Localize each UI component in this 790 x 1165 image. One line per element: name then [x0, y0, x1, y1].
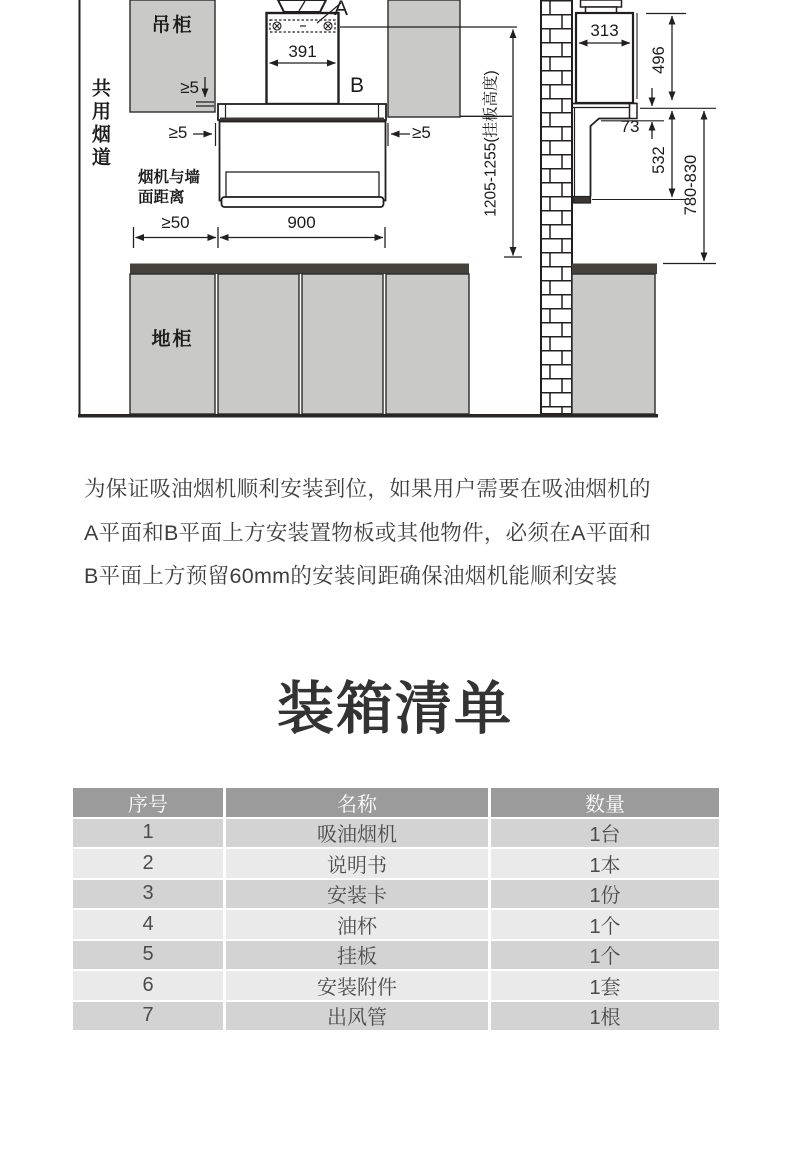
row-seq: 1 [73, 819, 226, 848]
row-qty: 1台 [491, 819, 719, 848]
screw-left [273, 22, 281, 30]
note-line-3: B平面上方预留60mm的安装间距确保油烟机能顺利安装 [84, 564, 618, 588]
table-row [73, 1002, 719, 1031]
row-name: 油杯 [226, 910, 491, 939]
row-name: 安装附件 [226, 971, 491, 1000]
packing-list-table [73, 788, 719, 1032]
countertop-side [572, 264, 657, 275]
row-seq: 6 [73, 971, 226, 1000]
dim-label-gap-top: ≥5 [180, 78, 199, 97]
row-seq: 5 [73, 941, 226, 970]
plane-a-label: A [334, 0, 349, 20]
table-row [73, 819, 719, 848]
front-view-drawing [80, 0, 523, 416]
note-line-2: A平面和B平面上方安装置物板或其他物件，必须在A平面和 [84, 520, 652, 545]
dim-label-496: 496 [649, 46, 668, 74]
row-seq: 3 [73, 880, 226, 909]
duct-flange [581, 0, 622, 7]
table-row [73, 941, 719, 970]
header-seq: 序号 [73, 788, 226, 817]
wall-distance-line1: 烟机与墙 [138, 169, 201, 186]
row-name: 吸油烟机 [226, 819, 491, 848]
table-row [73, 971, 719, 1000]
note-line-1: 为保证吸油烟机顺利安装到位，如果用户需要在吸油烟机的 [84, 477, 651, 501]
plane-b-label: B [350, 74, 365, 97]
dim-label-391: 391 [288, 42, 317, 61]
table-row [73, 849, 719, 878]
row-qty: 1套 [491, 971, 719, 1000]
shared-flue-label: 共用烟道 [88, 78, 110, 170]
base-cabinet-label: 地柜 [151, 329, 194, 350]
brick-wall [541, 0, 572, 414]
row-seq: 2 [73, 849, 226, 878]
countertop-front [130, 264, 469, 275]
row-name: 出风管 [226, 1002, 491, 1031]
row-name: 挂板 [226, 941, 491, 970]
packing-list-title: 装箱清单 [277, 677, 513, 741]
wall-cabinet-right [388, 0, 460, 117]
wall-cabinet-label: 吊柜 [151, 15, 194, 36]
base-cabinet-side [572, 274, 655, 414]
header-name: 名称 [226, 788, 491, 817]
table-header-row [73, 788, 719, 817]
dim-label-313: 313 [590, 21, 619, 40]
dim-label-gap-right: ≥5 [412, 123, 431, 142]
row-qty: 1根 [491, 1002, 719, 1031]
dim-label-50: ≥50 [161, 213, 190, 232]
wall-distance-label [138, 168, 200, 208]
installation-diagram [0, 0, 790, 420]
dim-label-532: 532 [649, 146, 668, 174]
installation-note [84, 468, 744, 599]
dim-label-plate-height: 1205-1255(挂板高度) [482, 70, 500, 217]
dim-label-780-830: 780-830 [681, 154, 700, 216]
table-row [73, 910, 719, 939]
table-row [73, 880, 719, 909]
dim-label-73: 73 [620, 117, 640, 136]
row-qty: 1份 [491, 880, 719, 909]
row-seq: 7 [73, 1002, 226, 1031]
row-qty: 1个 [491, 910, 719, 939]
hood-top-plate [218, 104, 386, 122]
row-name: 说明书 [226, 849, 491, 878]
dim-label-900: 900 [287, 213, 316, 232]
dim-label-gap-left: ≥5 [168, 123, 188, 142]
row-qty: 1本 [491, 849, 719, 878]
hood-body-front [220, 122, 386, 208]
row-seq: 4 [73, 910, 226, 939]
row-name: 安装卡 [226, 880, 491, 909]
ground-line [78, 414, 658, 418]
wall-distance-line2: 面距离 [138, 189, 185, 206]
row-qty: 1个 [491, 941, 719, 970]
header-qty: 数量 [491, 788, 719, 817]
screw-right [324, 22, 332, 30]
